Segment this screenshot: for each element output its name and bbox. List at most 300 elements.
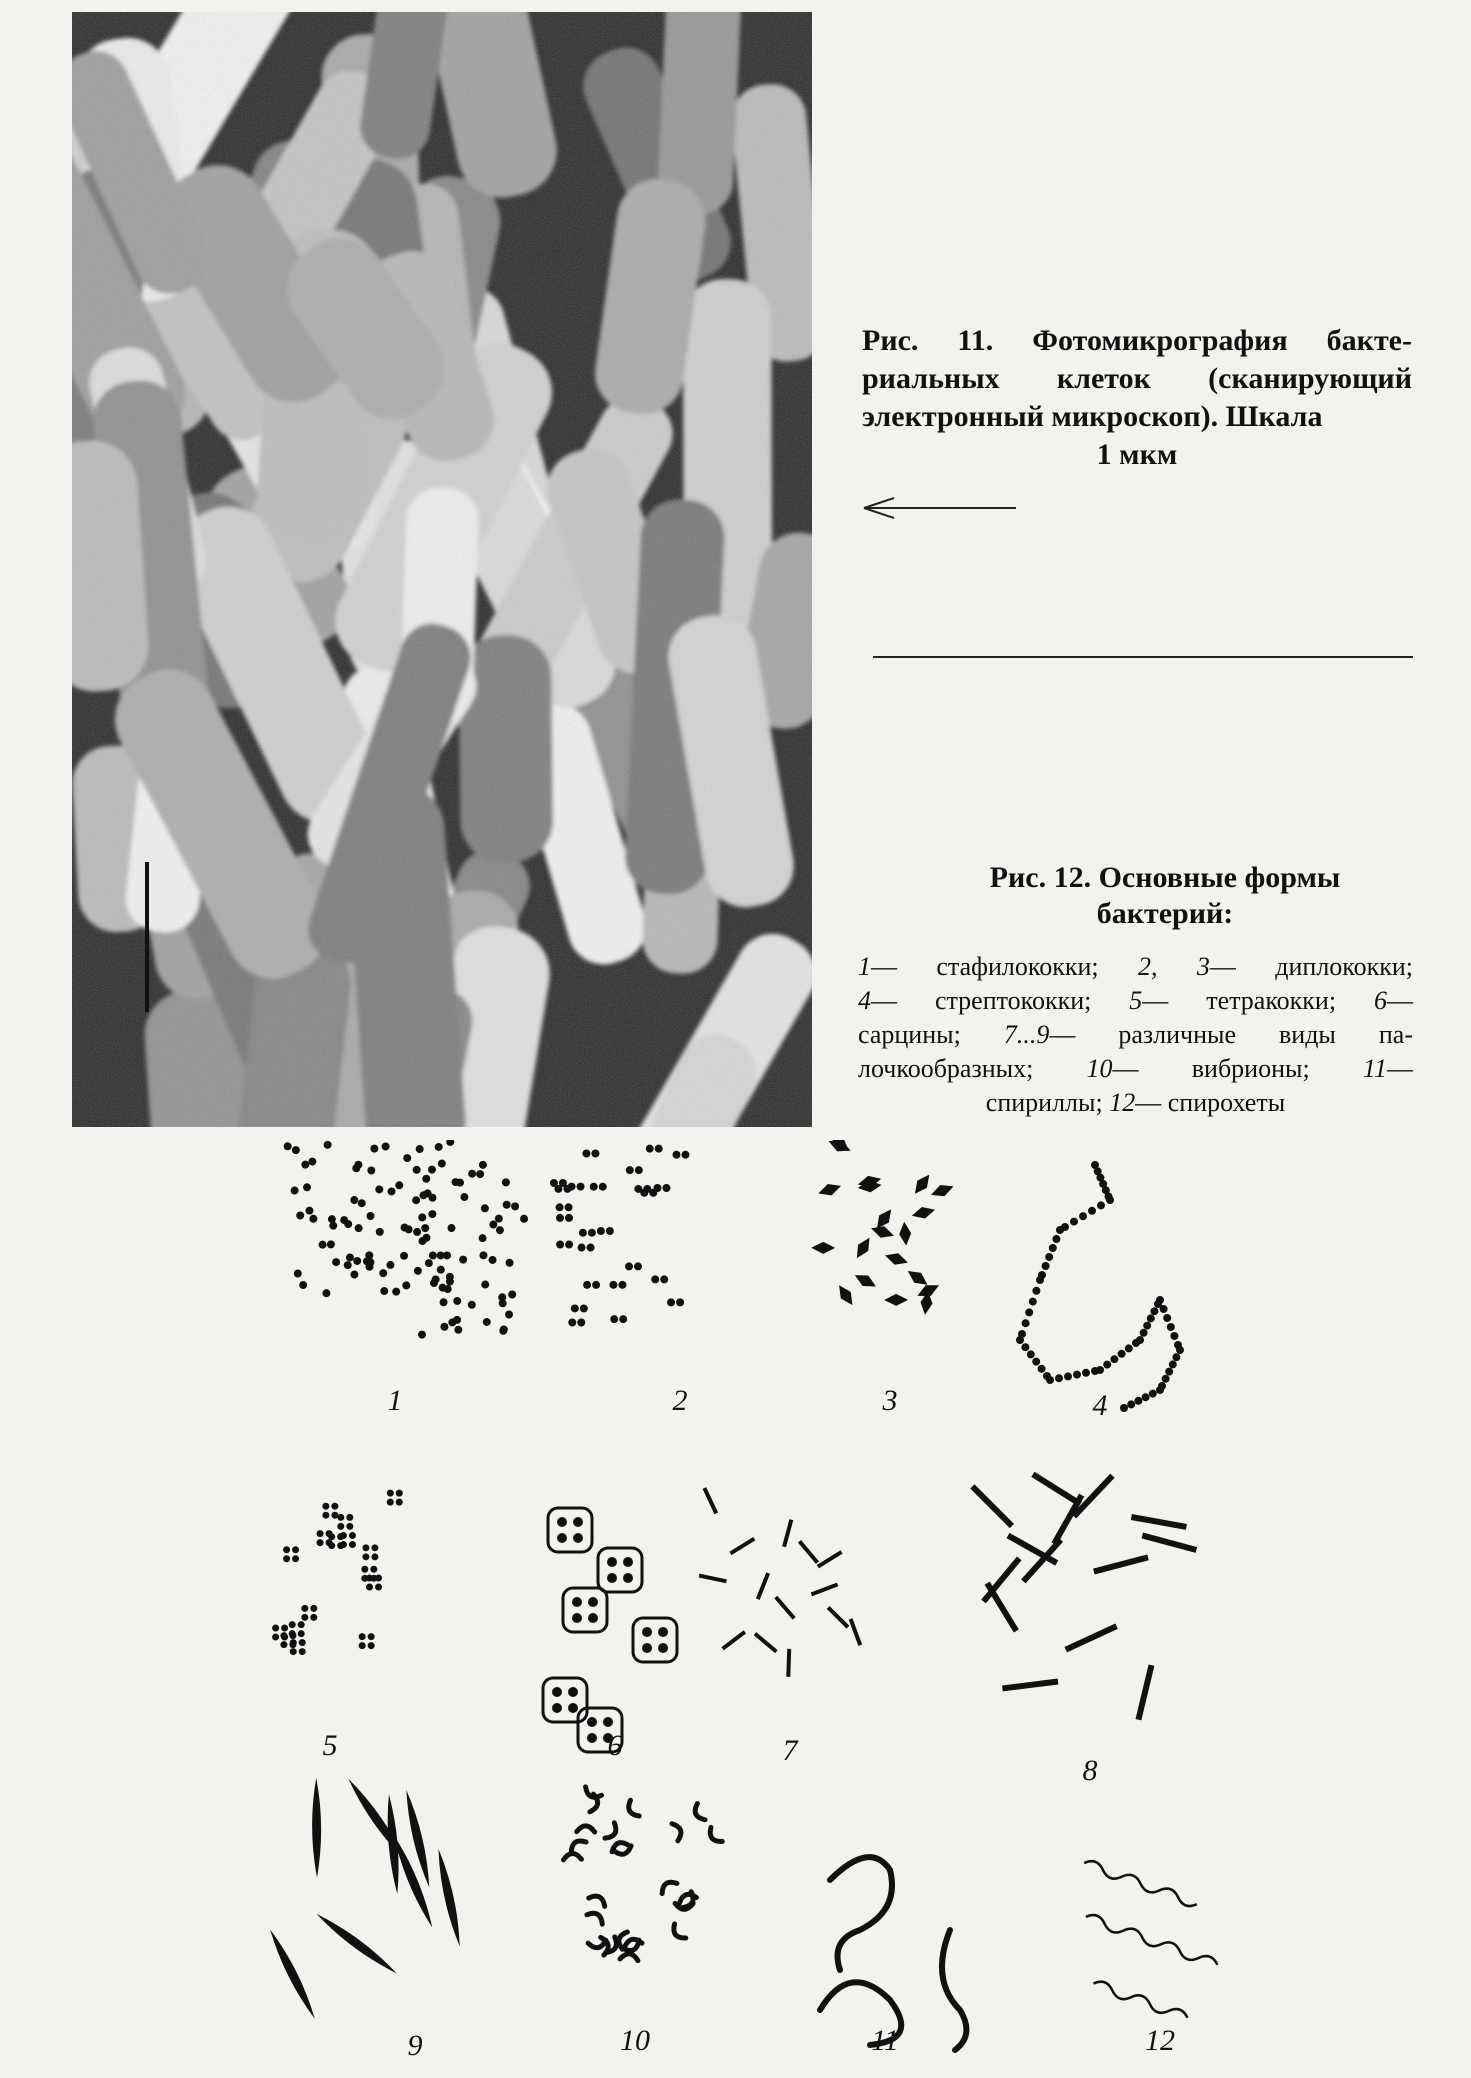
sarcina-cell xyxy=(607,1557,617,1567)
tetracoccus-cell xyxy=(328,1542,335,1549)
short-rod-cell xyxy=(818,1552,842,1567)
staphylococcus-cell xyxy=(332,1258,340,1266)
streptococcus-cell xyxy=(1149,1390,1157,1398)
sarcina-packet xyxy=(563,1588,607,1632)
staphylococcus-cell xyxy=(489,1221,497,1229)
staphylococcus-cell xyxy=(303,1183,311,1191)
legend-text: — стрептококки; xyxy=(871,986,1130,1015)
staphylococcus-cell xyxy=(346,1253,354,1261)
tetracoccus-cell xyxy=(322,1512,329,1519)
fig12-title-line2: бактерий: xyxy=(1096,897,1234,930)
legend-line xyxy=(858,1018,1413,1052)
sarcina-cell xyxy=(557,1517,567,1527)
diplococcus-cell xyxy=(590,1183,598,1191)
lancet-diplococcus-cell xyxy=(929,1181,956,1201)
vibrio-cell xyxy=(670,1924,686,1942)
short-rod-cell xyxy=(784,1520,791,1547)
staphylococcus-cell xyxy=(437,1266,445,1274)
legend-text: — диплококки; xyxy=(1209,952,1414,981)
form-label-11: 11 xyxy=(871,2024,899,2057)
fusiform-rod-cell xyxy=(266,1927,319,2020)
staphylococcus-cell xyxy=(505,1311,513,1319)
staphylococcus-cell xyxy=(508,1290,516,1298)
legend-number: 4 xyxy=(858,986,871,1015)
figure-12-legend xyxy=(858,950,1413,1120)
fusiform-rod-cell xyxy=(314,1910,400,1977)
diplococcus-cell xyxy=(587,1244,595,1252)
streptococcus-cell xyxy=(1176,1346,1184,1354)
lancet-diplococcus-cell xyxy=(883,1250,910,1269)
tetracoccus-cell xyxy=(331,1503,338,1510)
tetracoccus-cell xyxy=(317,1539,324,1546)
tetracoccus-cell xyxy=(283,1546,290,1553)
lancet-diplococcus-cell xyxy=(852,1235,875,1262)
staphylococcus-cell xyxy=(460,1193,468,1201)
staphylococcus-cell xyxy=(413,1166,421,1174)
streptococcus-cell xyxy=(1163,1314,1171,1322)
staphylococcus-cell xyxy=(453,1297,461,1305)
diplococcus-cell xyxy=(610,1315,618,1323)
sarcina-cell xyxy=(568,1687,578,1697)
staphylococcus-cell xyxy=(446,1140,454,1146)
staphylococcus-cell xyxy=(370,1145,378,1153)
form-label-7: 7 xyxy=(782,1734,798,1767)
sarcina-cell xyxy=(587,1733,597,1743)
diplococcus-cell xyxy=(634,1262,642,1270)
staphylococcus-cell xyxy=(483,1318,491,1326)
diplococcus-cell xyxy=(606,1227,614,1235)
legend-text: — вибрионы; xyxy=(1112,1054,1363,1083)
staphylococcus-cell xyxy=(329,1222,337,1230)
long-rod-cell xyxy=(1033,1474,1080,1504)
staphylococcus-cell xyxy=(366,1258,374,1266)
vibrio-cell xyxy=(605,1823,619,1841)
legend-number: 7...9 xyxy=(1003,1020,1050,1049)
staphylococcus-cell xyxy=(284,1142,292,1150)
tetracoccus-cell xyxy=(371,1553,378,1560)
diplococcus-cell xyxy=(681,1151,689,1159)
diplococcus-cell xyxy=(597,1227,605,1235)
form-label-9: 9 xyxy=(407,2029,423,2062)
streptococcus-cell xyxy=(1134,1397,1142,1405)
sarcina-cell xyxy=(642,1643,652,1653)
streptococcus-cell xyxy=(1079,1212,1087,1220)
staphylococcus-cell xyxy=(511,1202,519,1210)
streptococcus-cell xyxy=(1156,1386,1164,1394)
legend-text: — xyxy=(1386,1054,1413,1083)
staphylococcus-cell xyxy=(403,1154,411,1162)
legend-text: — различные виды па- xyxy=(1049,1020,1413,1049)
tetracoccus-cell xyxy=(281,1625,288,1632)
staphylococcus-cell xyxy=(468,1170,476,1178)
streptococcus-cell xyxy=(1046,1376,1054,1384)
legend-line xyxy=(858,984,1413,1018)
tetracoccus-cell xyxy=(298,1621,305,1628)
streptococcus-cell xyxy=(1125,1344,1133,1352)
streptococcus-cell xyxy=(1045,1253,1053,1261)
staphylococcus-cell xyxy=(419,1237,427,1245)
staphylococcus-cell xyxy=(456,1179,464,1187)
staphylococcus-cell xyxy=(506,1259,514,1267)
long-rod-cell xyxy=(1002,1682,1058,1689)
figure-11-caption xyxy=(862,322,1412,474)
staphylococcus-cell xyxy=(382,1142,390,1150)
fig11-caption-line2: риальных клеток (сканирующий xyxy=(862,362,1412,395)
tetracoccus-cell xyxy=(292,1555,299,1562)
staphylococcus-cell xyxy=(438,1160,446,1168)
staphylococcus-cell xyxy=(447,1224,455,1232)
diplococcus-cell xyxy=(578,1244,586,1252)
vibrio-cell xyxy=(672,1822,684,1841)
lancet-diplococcus-cell xyxy=(910,1204,936,1222)
tetracoccus-cell xyxy=(337,1523,344,1530)
form-label-3: 3 xyxy=(882,1384,898,1417)
staphylococcus-cell xyxy=(319,1241,327,1249)
legend-number: 11 xyxy=(1362,1054,1387,1083)
tetracoccus-cell xyxy=(366,1584,373,1591)
bacteria-micrograph xyxy=(72,12,812,1127)
diplococcus-cell xyxy=(582,1150,590,1158)
form-label-6: 6 xyxy=(607,1729,623,1762)
tetracoccus-cell xyxy=(359,1633,366,1640)
staphylococcus-cell xyxy=(375,1185,383,1193)
legend-number: 2, 3 xyxy=(1137,952,1210,981)
sarcina-packet xyxy=(548,1508,592,1552)
diplococcus-cell xyxy=(571,1304,579,1312)
sarcina-cell xyxy=(587,1717,597,1727)
staphylococcus-cell xyxy=(401,1224,409,1232)
form-label-5: 5 xyxy=(322,1729,338,1762)
diplococcus-cell xyxy=(579,1229,587,1237)
streptococcus-cell xyxy=(1073,1371,1081,1379)
diplococcus-cell xyxy=(556,1241,564,1249)
streptococcus-cell xyxy=(1042,1262,1050,1270)
staphylococcus-cell xyxy=(418,1213,426,1221)
tetracoccus-cell xyxy=(346,1523,353,1530)
streptococcus-cell xyxy=(1140,1329,1148,1337)
form-label-12: 12 xyxy=(1145,2024,1175,2057)
short-rod-cell xyxy=(851,1619,861,1645)
streptococcus-cell xyxy=(1049,1244,1057,1252)
diplococcus-cell xyxy=(568,1183,576,1191)
streptococcus-cell xyxy=(1142,1393,1150,1401)
staphylococcus-cell xyxy=(443,1251,451,1259)
staphylococcus-cell xyxy=(395,1181,403,1189)
staphylococcus-cell xyxy=(429,1251,437,1259)
form-label-1: 1 xyxy=(387,1384,403,1417)
form-label-8: 8 xyxy=(1082,1754,1098,1787)
staphylococcus-cell xyxy=(479,1161,487,1169)
tetracoccus-cell xyxy=(359,1642,366,1649)
tetracoccus-cell xyxy=(375,1584,382,1591)
fusiform-rod-cell xyxy=(434,1848,464,1948)
staphylococcus-cell xyxy=(309,1215,317,1223)
vibrio-cell xyxy=(692,1803,705,1822)
long-rod-cell xyxy=(1142,1535,1196,1550)
diplococcus-cell xyxy=(583,1281,591,1289)
vibrio-cell xyxy=(568,1837,586,1852)
diplococcus-cell xyxy=(588,1229,596,1237)
staphylococcus-cell xyxy=(439,1284,447,1292)
sarcina-cell xyxy=(658,1643,668,1653)
tetracoccus-cell xyxy=(272,1625,279,1632)
legend-line xyxy=(858,1052,1413,1086)
short-rod-cell xyxy=(730,1539,754,1554)
sarcina-cell xyxy=(588,1613,598,1623)
figure-12-title xyxy=(930,860,1400,932)
streptococcus-cell xyxy=(1032,1287,1040,1295)
streptococcus-cell xyxy=(1118,1350,1126,1358)
sarcina-packet xyxy=(633,1618,677,1662)
diplococcus-cell xyxy=(667,1298,675,1306)
diplococcus-cell xyxy=(580,1304,588,1312)
sarcina-cell xyxy=(588,1597,598,1607)
vibrio-cell xyxy=(706,1827,722,1845)
staphylococcus-cell xyxy=(367,1212,375,1220)
legend-text: лочкообразных; xyxy=(858,1054,1087,1083)
streptococcus-cell xyxy=(1021,1343,1029,1351)
lancet-diplococcus-cell xyxy=(816,1180,843,1199)
streptococcus-cell xyxy=(1082,1369,1090,1377)
streptococcus-cell xyxy=(1127,1400,1135,1408)
short-rod-cell xyxy=(788,1649,789,1677)
legend-text: спириллы; xyxy=(985,1088,1110,1117)
streptococcus-cell xyxy=(1038,1365,1046,1373)
tetracoccus-cell xyxy=(283,1555,290,1562)
legend-text: сарцины; xyxy=(858,1020,1004,1049)
staphylococcus-cell xyxy=(388,1187,396,1195)
streptococcus-cell xyxy=(1052,1235,1060,1243)
legend-number: 6 xyxy=(1374,986,1387,1015)
staphylococcus-cell xyxy=(420,1191,428,1199)
sarcina-packet xyxy=(598,1548,642,1592)
tetracoccus-cell xyxy=(301,1614,308,1621)
staphylococcus-cell xyxy=(454,1326,462,1334)
staphylococcus-cell xyxy=(358,1199,366,1207)
diplococcus-cell xyxy=(592,1281,600,1289)
tetracoccus-cell xyxy=(361,1575,368,1582)
fusiform-rod-cell xyxy=(345,1776,410,1863)
form-label-4: 4 xyxy=(1092,1389,1108,1422)
streptococcus-cell xyxy=(1097,1201,1105,1209)
diplococcus-cell xyxy=(672,1151,680,1159)
legend-text: — спирохеты xyxy=(1135,1088,1286,1117)
long-rod-cell xyxy=(984,1558,1020,1601)
diplococcus-cell xyxy=(556,1214,564,1222)
staphylococcus-cell xyxy=(327,1240,335,1248)
tetracoccus-cell xyxy=(396,1490,403,1497)
tetracoccus-cell xyxy=(387,1499,394,1506)
streptococcus-cell xyxy=(1029,1298,1037,1306)
staphylococcus-cell xyxy=(344,1220,352,1228)
staphylococcus-cell xyxy=(392,1288,400,1296)
diplococcus-cell xyxy=(635,1166,643,1174)
staphylococcus-cell xyxy=(428,1210,436,1218)
streptococcus-cell xyxy=(1056,1226,1064,1234)
lancet-diplococcus-cell xyxy=(884,1294,908,1306)
tetracoccus-cell xyxy=(370,1566,377,1573)
diplococcus-cell xyxy=(660,1275,668,1283)
legend-number: 1 xyxy=(858,952,871,981)
staphylococcus-cell xyxy=(421,1224,429,1232)
staphylococcus-cell xyxy=(413,1228,421,1236)
staphylococcus-cell xyxy=(301,1161,309,1169)
staphylococcus-cell xyxy=(291,1187,299,1195)
sarcina-cell xyxy=(572,1613,582,1623)
tetracoccus-cell xyxy=(272,1634,279,1641)
diplococcus-cell xyxy=(625,1262,633,1270)
staphylococcus-cell xyxy=(380,1287,388,1295)
staphylococcus-cell xyxy=(481,1204,489,1212)
sarcina-cell xyxy=(607,1573,617,1583)
short-rod-cell xyxy=(776,1597,794,1618)
tetracoccus-cell xyxy=(280,1641,287,1648)
short-rod-cell xyxy=(811,1584,837,1594)
staphylococcus-cell xyxy=(416,1145,424,1153)
streptococcus-cell xyxy=(1136,1336,1144,1344)
legend-text: — тетракокки; xyxy=(1142,986,1374,1015)
sarcina-cell xyxy=(568,1703,578,1713)
diplococcus-cell xyxy=(662,1184,670,1192)
sarcina-cell xyxy=(658,1627,668,1637)
tetracoccus-cell xyxy=(301,1605,308,1612)
lancet-diplococcus-cell xyxy=(826,1140,853,1156)
streptococcus-cell xyxy=(1036,1276,1044,1284)
streptococcus-cell xyxy=(1169,1360,1177,1368)
vibrio-cell xyxy=(625,1800,639,1819)
staphylococcus-cell xyxy=(400,1252,408,1260)
short-rod-cell xyxy=(699,1576,726,1582)
short-rod-cell xyxy=(828,1607,848,1627)
tetracoccus-cell xyxy=(396,1499,403,1506)
streptococcus-cell xyxy=(1110,1355,1118,1363)
long-rod-cell xyxy=(1131,1517,1186,1527)
staphylococcus-cell xyxy=(418,1331,426,1339)
lancet-diplococcus-cell xyxy=(857,1179,882,1194)
long-rod-cell xyxy=(1138,1665,1151,1719)
staphylococcus-cell xyxy=(324,1141,332,1149)
vibrio-cell xyxy=(620,1953,638,1961)
staphylococcus-cell xyxy=(376,1228,384,1236)
diplococcus-cell xyxy=(577,1319,585,1327)
vibrio-cell xyxy=(589,1893,608,1907)
sarcina-cell xyxy=(573,1517,583,1527)
lancet-diplococcus-cell xyxy=(834,1282,857,1309)
diplococcus-cell xyxy=(591,1150,599,1158)
tetracoccus-cell xyxy=(387,1490,394,1497)
tetracoccus-cell xyxy=(290,1639,297,1646)
vibrio-cell xyxy=(587,1910,605,1924)
legend-line xyxy=(858,1086,1413,1120)
staphylococcus-cell xyxy=(350,1196,358,1204)
spirillum-cell xyxy=(942,1930,966,2050)
tetracoccus-cell xyxy=(310,1614,317,1621)
streptococcus-cell xyxy=(1032,1358,1040,1366)
tetracoccus-cell xyxy=(337,1542,344,1549)
staphylococcus-cell xyxy=(354,1161,362,1169)
diplococcus-cell xyxy=(626,1166,634,1174)
staphylococcus-cell xyxy=(353,1257,361,1265)
staphylococcus-cell xyxy=(495,1215,503,1223)
short-rod-cell xyxy=(800,1541,818,1562)
staphylococcus-cell xyxy=(379,1269,387,1277)
staphylococcus-cell xyxy=(520,1215,528,1223)
staphylococcus-cell xyxy=(481,1281,489,1289)
tetracoccus-cell xyxy=(298,1630,305,1637)
diplococcus-cell xyxy=(655,1145,663,1153)
streptococcus-cell xyxy=(1016,1336,1024,1344)
diplococcus-cell xyxy=(556,1203,564,1211)
streptococcus-cell xyxy=(1027,1350,1035,1358)
sarcina-cell xyxy=(557,1533,567,1543)
tetracoccus-cell xyxy=(290,1648,297,1655)
vibrio-cell xyxy=(577,1826,595,1832)
diplococcus-cell xyxy=(634,1185,642,1193)
tetracoccus-cell xyxy=(310,1605,317,1612)
diplococcus-cell xyxy=(619,1315,627,1323)
short-rod-cell xyxy=(704,1488,716,1513)
tetracoccus-cell xyxy=(322,1503,329,1510)
streptococcus-cell xyxy=(1120,1404,1128,1412)
legend-number: 12 xyxy=(1109,1088,1136,1117)
legend-line xyxy=(858,950,1413,984)
tetracoccus-cell xyxy=(289,1621,296,1628)
staphylococcus-cell xyxy=(498,1293,506,1301)
diplococcus-cell xyxy=(554,1185,562,1193)
fig11-caption-line1: Рис. 11. Фотомикрография бакте- xyxy=(862,324,1412,357)
sarcina-cell xyxy=(552,1703,562,1713)
staphylococcus-cell xyxy=(292,1146,300,1154)
streptococcus-cell xyxy=(1103,1361,1111,1369)
staphylococcus-cell xyxy=(440,1323,448,1331)
diplococcus-cell xyxy=(565,1241,573,1249)
tetracoccus-cell xyxy=(337,1514,344,1521)
tetracoccus-cell xyxy=(299,1639,306,1646)
staphylococcus-cell xyxy=(459,1256,467,1264)
staphylococcus-cell xyxy=(503,1201,511,1209)
diplococcus-cell xyxy=(599,1183,607,1191)
lancet-diplococcus-cell xyxy=(898,1221,912,1246)
staphylococcus-cell xyxy=(386,1261,394,1269)
lancet-diplococcus-cell xyxy=(910,1171,934,1197)
sarcina-cell xyxy=(572,1597,582,1607)
streptococcus-cell xyxy=(1147,1314,1155,1322)
streptococcus-cell xyxy=(1106,1196,1114,1204)
tetracoccus-cell xyxy=(361,1566,368,1573)
diplococcus-cell xyxy=(618,1281,626,1289)
legend-text: — xyxy=(1387,986,1413,1015)
streptococcus-cell xyxy=(1172,1353,1180,1361)
divider-line xyxy=(873,656,1413,658)
staphylococcus-cell xyxy=(412,1196,420,1204)
sarcina-cell xyxy=(623,1557,633,1567)
streptococcus-cell xyxy=(1070,1218,1078,1226)
staphylococcus-cell xyxy=(432,1275,440,1283)
fig12-title-line1: Рис. 12. Основные формы xyxy=(989,861,1341,894)
legend-number: 10 xyxy=(1086,1054,1113,1083)
long-rod-cell xyxy=(1094,1557,1148,1571)
staphylococcus-cell xyxy=(428,1194,436,1202)
staphylococcus-cell xyxy=(299,1281,307,1289)
staphylococcus-cell xyxy=(296,1211,304,1219)
streptococcus-cell xyxy=(1096,1366,1104,1374)
diplococcus-cell xyxy=(577,1183,585,1191)
tetracoccus-cell xyxy=(349,1541,356,1548)
tetracoccus-cell xyxy=(328,1533,335,1540)
staphylococcus-cell xyxy=(468,1301,476,1309)
fusiform-rod-cell xyxy=(312,1778,322,1878)
short-rod-cell xyxy=(758,1573,768,1599)
